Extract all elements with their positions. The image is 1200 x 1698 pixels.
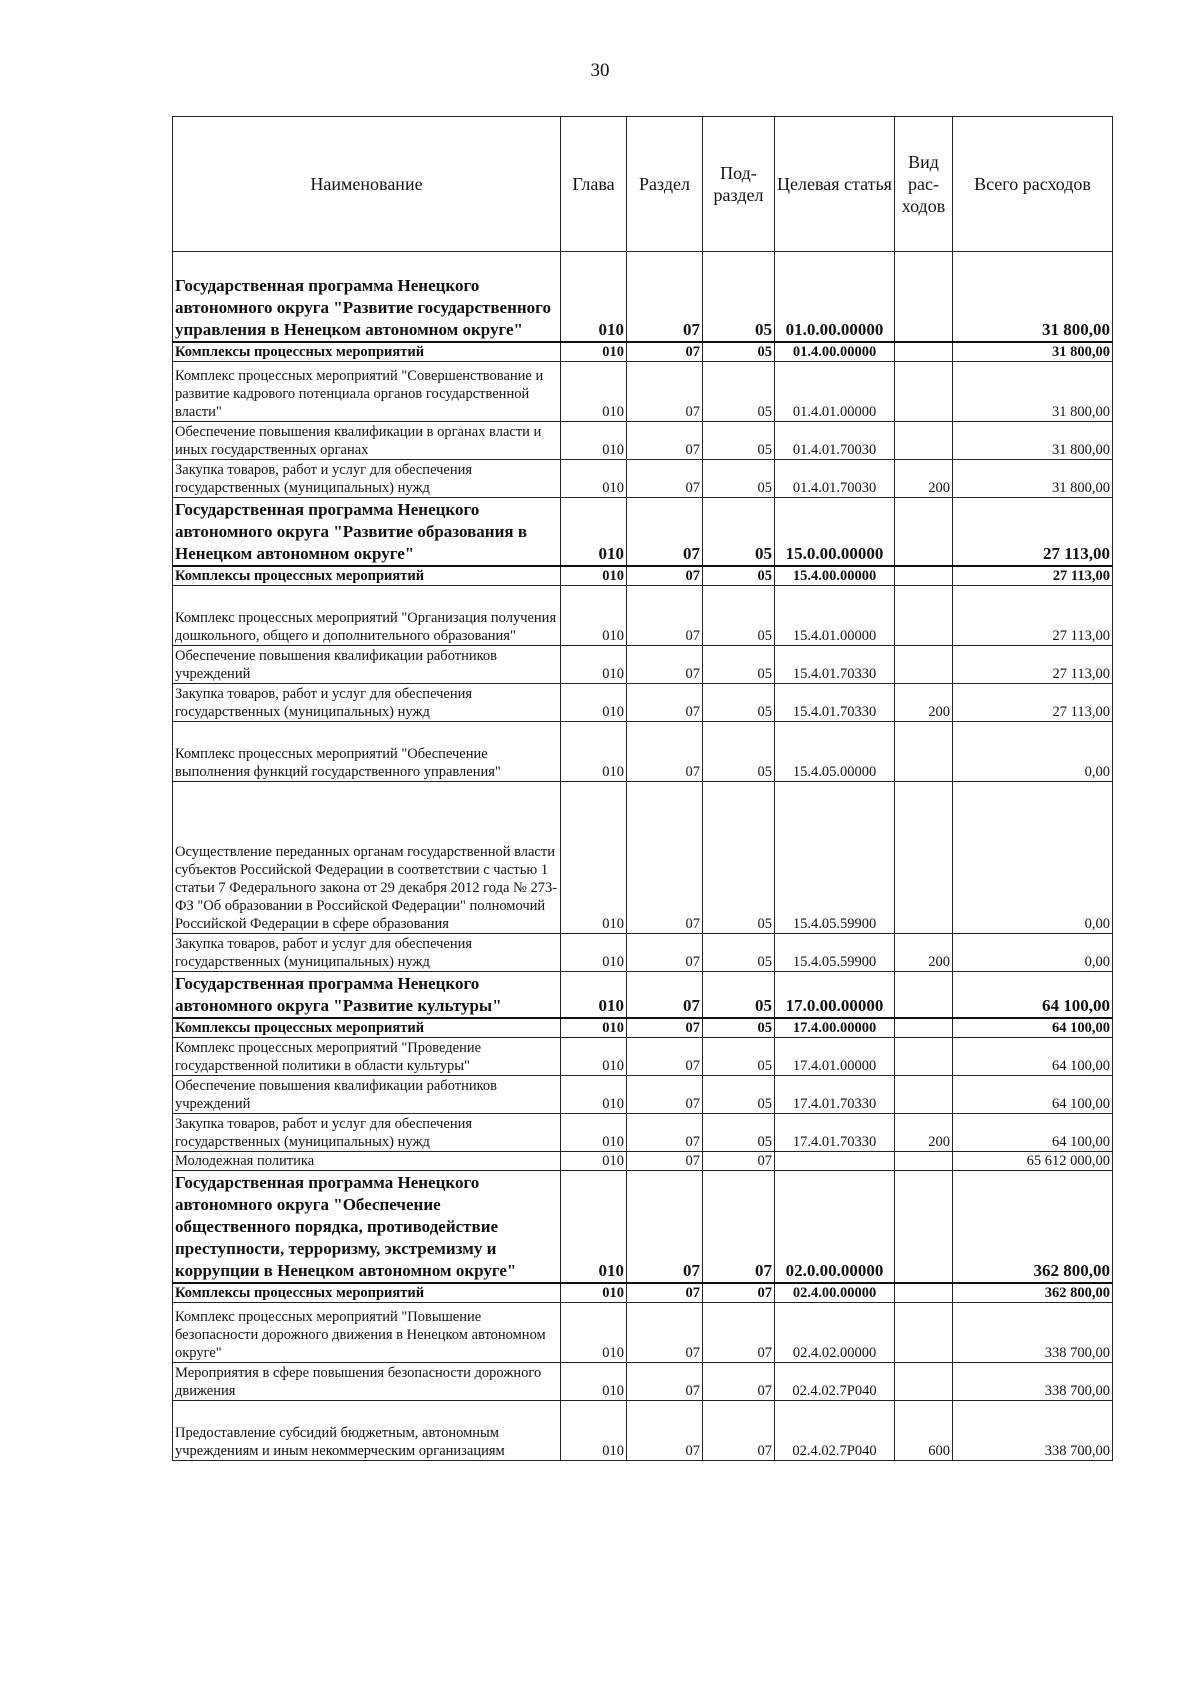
row-chapter: 010 — [561, 566, 627, 586]
row-chapter: 010 — [561, 1018, 627, 1038]
table-row — [173, 1302, 1113, 1362]
row-expense-type — [895, 1037, 953, 1075]
row-name: Комплексы процессных мероприятий — [173, 566, 561, 586]
row-expense-type — [895, 971, 953, 1018]
table-row — [173, 1400, 1113, 1460]
row-subsection: 07 — [703, 1302, 775, 1362]
header-expense-type: Вид рас-ходов — [895, 117, 953, 252]
row-target: 01.4.01.70030 — [775, 459, 895, 497]
row-chapter: 010 — [561, 252, 627, 342]
row-total: 27 113,00 — [953, 645, 1113, 683]
row-chapter: 010 — [561, 497, 627, 566]
row-expense-type — [895, 361, 953, 421]
row-expense-type — [895, 497, 953, 566]
row-total: 362 800,00 — [953, 1283, 1113, 1303]
row-subsection: 05 — [703, 683, 775, 721]
row-chapter: 010 — [561, 1170, 627, 1283]
row-name: Осуществление переданных органам государственной власти субъектов Российской Федерации в соответствии с частью 1 статьи 7 Федерального закона от 29 декабря 2012 года № 273-ФЗ "Об образовании в Российской Федерации" полномочий Российской Федерации в сфере образования — [173, 781, 561, 933]
row-expense-type — [895, 252, 953, 342]
row-target: 15.4.05.59900 — [775, 781, 895, 933]
row-total: 338 700,00 — [953, 1362, 1113, 1400]
row-section: 07 — [627, 342, 703, 362]
row-subsection: 05 — [703, 252, 775, 342]
row-total: 64 100,00 — [953, 1018, 1113, 1038]
row-total: 0,00 — [953, 721, 1113, 781]
row-total: 27 113,00 — [953, 566, 1113, 586]
table-row — [173, 566, 1113, 586]
row-chapter: 010 — [561, 933, 627, 971]
row-expense-type: 200 — [895, 933, 953, 971]
row-subsection: 05 — [703, 645, 775, 683]
table-row — [173, 342, 1113, 362]
row-name: Комплекс процессных мероприятий "Организация получения дошкольного, общего и дополнительного образования" — [173, 585, 561, 645]
row-name: Государственная программа Ненецкого автономного округа "Развитие государственного управления в Ненецком автономном округе" — [173, 252, 561, 342]
row-target: 15.4.00.00000 — [775, 566, 895, 586]
row-target: 01.4.01.70030 — [775, 421, 895, 459]
row-total: 338 700,00 — [953, 1302, 1113, 1362]
row-chapter: 010 — [561, 361, 627, 421]
row-subsection: 07 — [703, 1400, 775, 1460]
row-target: 02.4.02.7Р040 — [775, 1400, 895, 1460]
row-section: 07 — [627, 1018, 703, 1038]
row-chapter: 010 — [561, 1075, 627, 1113]
row-expense-type — [895, 1302, 953, 1362]
row-name: Комплексы процессных мероприятий — [173, 1018, 561, 1038]
row-name: Закупка товаров, работ и услуг для обеспечения государственных (муниципальных) нужд — [173, 933, 561, 971]
row-section: 07 — [627, 1037, 703, 1075]
row-chapter: 010 — [561, 781, 627, 933]
row-section: 07 — [627, 1113, 703, 1151]
row-expense-type: 200 — [895, 1113, 953, 1151]
row-expense-type — [895, 566, 953, 586]
table-row — [173, 497, 1113, 566]
row-expense-type — [895, 781, 953, 933]
table-row — [173, 971, 1113, 1018]
table-row — [173, 585, 1113, 645]
row-name: Государственная программа Ненецкого автономного округа "Развитие культуры" — [173, 971, 561, 1018]
table-header-row — [173, 117, 1113, 252]
row-name: Молодежная политика — [173, 1151, 561, 1170]
row-total: 0,00 — [953, 781, 1113, 933]
row-name: Комплекс процессных мероприятий "Повышение безопасности дорожного движения в Ненецком автономном округе" — [173, 1302, 561, 1362]
row-subsection: 07 — [703, 1362, 775, 1400]
row-section: 07 — [627, 721, 703, 781]
row-total: 31 800,00 — [953, 342, 1113, 362]
table-row — [173, 1170, 1113, 1283]
row-section: 07 — [627, 252, 703, 342]
table-row — [173, 459, 1113, 497]
row-total: 64 100,00 — [953, 1075, 1113, 1113]
row-total: 64 100,00 — [953, 971, 1113, 1018]
row-chapter: 010 — [561, 1151, 627, 1170]
row-chapter: 010 — [561, 1113, 627, 1151]
row-subsection: 05 — [703, 585, 775, 645]
row-total: 64 100,00 — [953, 1113, 1113, 1151]
row-chapter: 010 — [561, 721, 627, 781]
row-total: 0,00 — [953, 933, 1113, 971]
row-expense-type — [895, 1075, 953, 1113]
row-section: 07 — [627, 1170, 703, 1283]
row-total: 31 800,00 — [953, 361, 1113, 421]
page-number: 30 — [590, 60, 610, 81]
row-total: 64 100,00 — [953, 1037, 1113, 1075]
row-total: 65 612 000,00 — [953, 1151, 1113, 1170]
row-target: 02.4.02.7Р040 — [775, 1362, 895, 1400]
table-row — [173, 252, 1113, 342]
row-expense-type — [895, 585, 953, 645]
row-section: 07 — [627, 459, 703, 497]
row-total: 27 113,00 — [953, 585, 1113, 645]
row-subsection: 05 — [703, 933, 775, 971]
row-target: 02.4.02.00000 — [775, 1302, 895, 1362]
row-name: Закупка товаров, работ и услуг для обеспечения государственных (муниципальных) нужд — [173, 459, 561, 497]
row-subsection: 07 — [703, 1151, 775, 1170]
row-name: Комплексы процессных мероприятий — [173, 1283, 561, 1303]
table-row — [173, 421, 1113, 459]
row-section: 07 — [627, 1075, 703, 1113]
row-name: Обеспечение повышения квалификации работников учреждений — [173, 1075, 561, 1113]
row-subsection: 05 — [703, 1113, 775, 1151]
row-name: Мероприятия в сфере повышения безопасности дорожного движения — [173, 1362, 561, 1400]
row-name: Закупка товаров, работ и услуг для обеспечения государственных (муниципальных) нужд — [173, 683, 561, 721]
table-row — [173, 361, 1113, 421]
row-name: Государственная программа Ненецкого автономного округа "Развитие образования в Ненецком автономном округе" — [173, 497, 561, 566]
row-subsection: 05 — [703, 459, 775, 497]
header-target: Целевая статья — [775, 117, 895, 252]
row-expense-type — [895, 1018, 953, 1038]
row-chapter: 010 — [561, 971, 627, 1018]
row-chapter: 010 — [561, 683, 627, 721]
table-row — [173, 1037, 1113, 1075]
table-row — [173, 683, 1113, 721]
header-total: Всего расходов — [953, 117, 1113, 252]
row-subsection: 05 — [703, 566, 775, 586]
row-name: Закупка товаров, работ и услуг для обеспечения государственных (муниципальных) нужд — [173, 1113, 561, 1151]
row-expense-type: 600 — [895, 1400, 953, 1460]
row-section: 07 — [627, 497, 703, 566]
row-chapter: 010 — [561, 645, 627, 683]
table-row — [173, 645, 1113, 683]
row-subsection: 05 — [703, 1075, 775, 1113]
row-total: 31 800,00 — [953, 421, 1113, 459]
row-name: Комплекс процессных мероприятий "Совершенствование и развитие кадрового потенциала органов государственной власти" — [173, 361, 561, 421]
row-chapter: 010 — [561, 1037, 627, 1075]
row-section: 07 — [627, 645, 703, 683]
row-total: 27 113,00 — [953, 497, 1113, 566]
row-name: Обеспечение повышения квалификации в органах власти и иных государственных органах — [173, 421, 561, 459]
row-expense-type — [895, 645, 953, 683]
row-target: 01.0.00.00000 — [775, 252, 895, 342]
table-row — [173, 781, 1113, 933]
row-chapter: 010 — [561, 421, 627, 459]
row-subsection: 05 — [703, 971, 775, 1018]
table-row — [173, 1151, 1113, 1170]
header-subsection: Под-раздел — [703, 117, 775, 252]
header-chapter: Глава — [561, 117, 627, 252]
row-expense-type — [895, 421, 953, 459]
row-section: 07 — [627, 361, 703, 421]
row-name: Обеспечение повышения квалификации работников учреждений — [173, 645, 561, 683]
row-section: 07 — [627, 1400, 703, 1460]
row-subsection: 07 — [703, 1170, 775, 1283]
row-subsection: 05 — [703, 1037, 775, 1075]
row-section: 07 — [627, 971, 703, 1018]
row-total: 27 113,00 — [953, 683, 1113, 721]
expenditure-table — [172, 116, 1113, 1461]
row-section: 07 — [627, 1151, 703, 1170]
row-target: 01.4.00.00000 — [775, 342, 895, 362]
row-expense-type — [895, 1151, 953, 1170]
row-name: Комплекс процессных мероприятий "Обеспечение выполнения функций государственного управления" — [173, 721, 561, 781]
row-expense-type — [895, 342, 953, 362]
row-target: 15.4.05.59900 — [775, 933, 895, 971]
row-chapter: 010 — [561, 1400, 627, 1460]
row-subsection: 07 — [703, 1283, 775, 1303]
row-section: 07 — [627, 585, 703, 645]
row-subsection: 05 — [703, 721, 775, 781]
row-name: Комплекс процессных мероприятий "Проведение государственной политики в области культуры" — [173, 1037, 561, 1075]
row-expense-type: 200 — [895, 683, 953, 721]
row-chapter: 010 — [561, 1362, 627, 1400]
table-row — [173, 1018, 1113, 1038]
row-target: 17.4.01.00000 — [775, 1037, 895, 1075]
row-total: 31 800,00 — [953, 459, 1113, 497]
row-expense-type — [895, 1362, 953, 1400]
row-subsection: 05 — [703, 361, 775, 421]
row-chapter: 010 — [561, 459, 627, 497]
table-row — [173, 1362, 1113, 1400]
row-chapter: 010 — [561, 342, 627, 362]
row-section: 07 — [627, 683, 703, 721]
row-target: 17.4.01.70330 — [775, 1075, 895, 1113]
row-section: 07 — [627, 1362, 703, 1400]
row-target: 17.4.01.70330 — [775, 1113, 895, 1151]
row-expense-type — [895, 1170, 953, 1283]
row-target: 01.4.01.00000 — [775, 361, 895, 421]
table-row — [173, 1283, 1113, 1303]
row-expense-type — [895, 1283, 953, 1303]
row-target: 17.0.00.00000 — [775, 971, 895, 1018]
row-expense-type — [895, 721, 953, 781]
row-section: 07 — [627, 566, 703, 586]
row-total: 338 700,00 — [953, 1400, 1113, 1460]
row-section: 07 — [627, 421, 703, 459]
header-section: Раздел — [627, 117, 703, 252]
row-section: 07 — [627, 1302, 703, 1362]
table-row — [173, 721, 1113, 781]
row-name: Государственная программа Ненецкого автономного округа "Обеспечение общественного порядка, противодействие преступности, терроризму, экстремизму и коррупции в Ненецком автономном округе" — [173, 1170, 561, 1283]
row-target: 15.4.01.70330 — [775, 645, 895, 683]
row-total: 362 800,00 — [953, 1170, 1113, 1283]
table-row — [173, 1113, 1113, 1151]
row-target: 15.4.01.00000 — [775, 585, 895, 645]
row-subsection: 05 — [703, 781, 775, 933]
header-name: Наименование — [173, 117, 561, 252]
row-chapter: 010 — [561, 1283, 627, 1303]
table-row — [173, 933, 1113, 971]
row-total: 31 800,00 — [953, 252, 1113, 342]
row-subsection: 05 — [703, 421, 775, 459]
row-target: 15.0.00.00000 — [775, 497, 895, 566]
row-name: Комплексы процессных мероприятий — [173, 342, 561, 362]
row-section: 07 — [627, 933, 703, 971]
row-target: 17.4.00.00000 — [775, 1018, 895, 1038]
row-target — [775, 1151, 895, 1170]
row-section: 07 — [627, 1283, 703, 1303]
row-target: 02.4.00.00000 — [775, 1283, 895, 1303]
row-target: 15.4.05.00000 — [775, 721, 895, 781]
row-target: 15.4.01.70330 — [775, 683, 895, 721]
row-subsection: 05 — [703, 497, 775, 566]
table-row — [173, 1075, 1113, 1113]
row-name: Предоставление субсидий бюджетным, автономным учреждениям и иным некоммерческим организациям — [173, 1400, 561, 1460]
row-chapter: 010 — [561, 585, 627, 645]
row-target: 02.0.00.00000 — [775, 1170, 895, 1283]
row-expense-type: 200 — [895, 459, 953, 497]
row-subsection: 05 — [703, 1018, 775, 1038]
row-section: 07 — [627, 781, 703, 933]
row-chapter: 010 — [561, 1302, 627, 1362]
row-subsection: 05 — [703, 342, 775, 362]
